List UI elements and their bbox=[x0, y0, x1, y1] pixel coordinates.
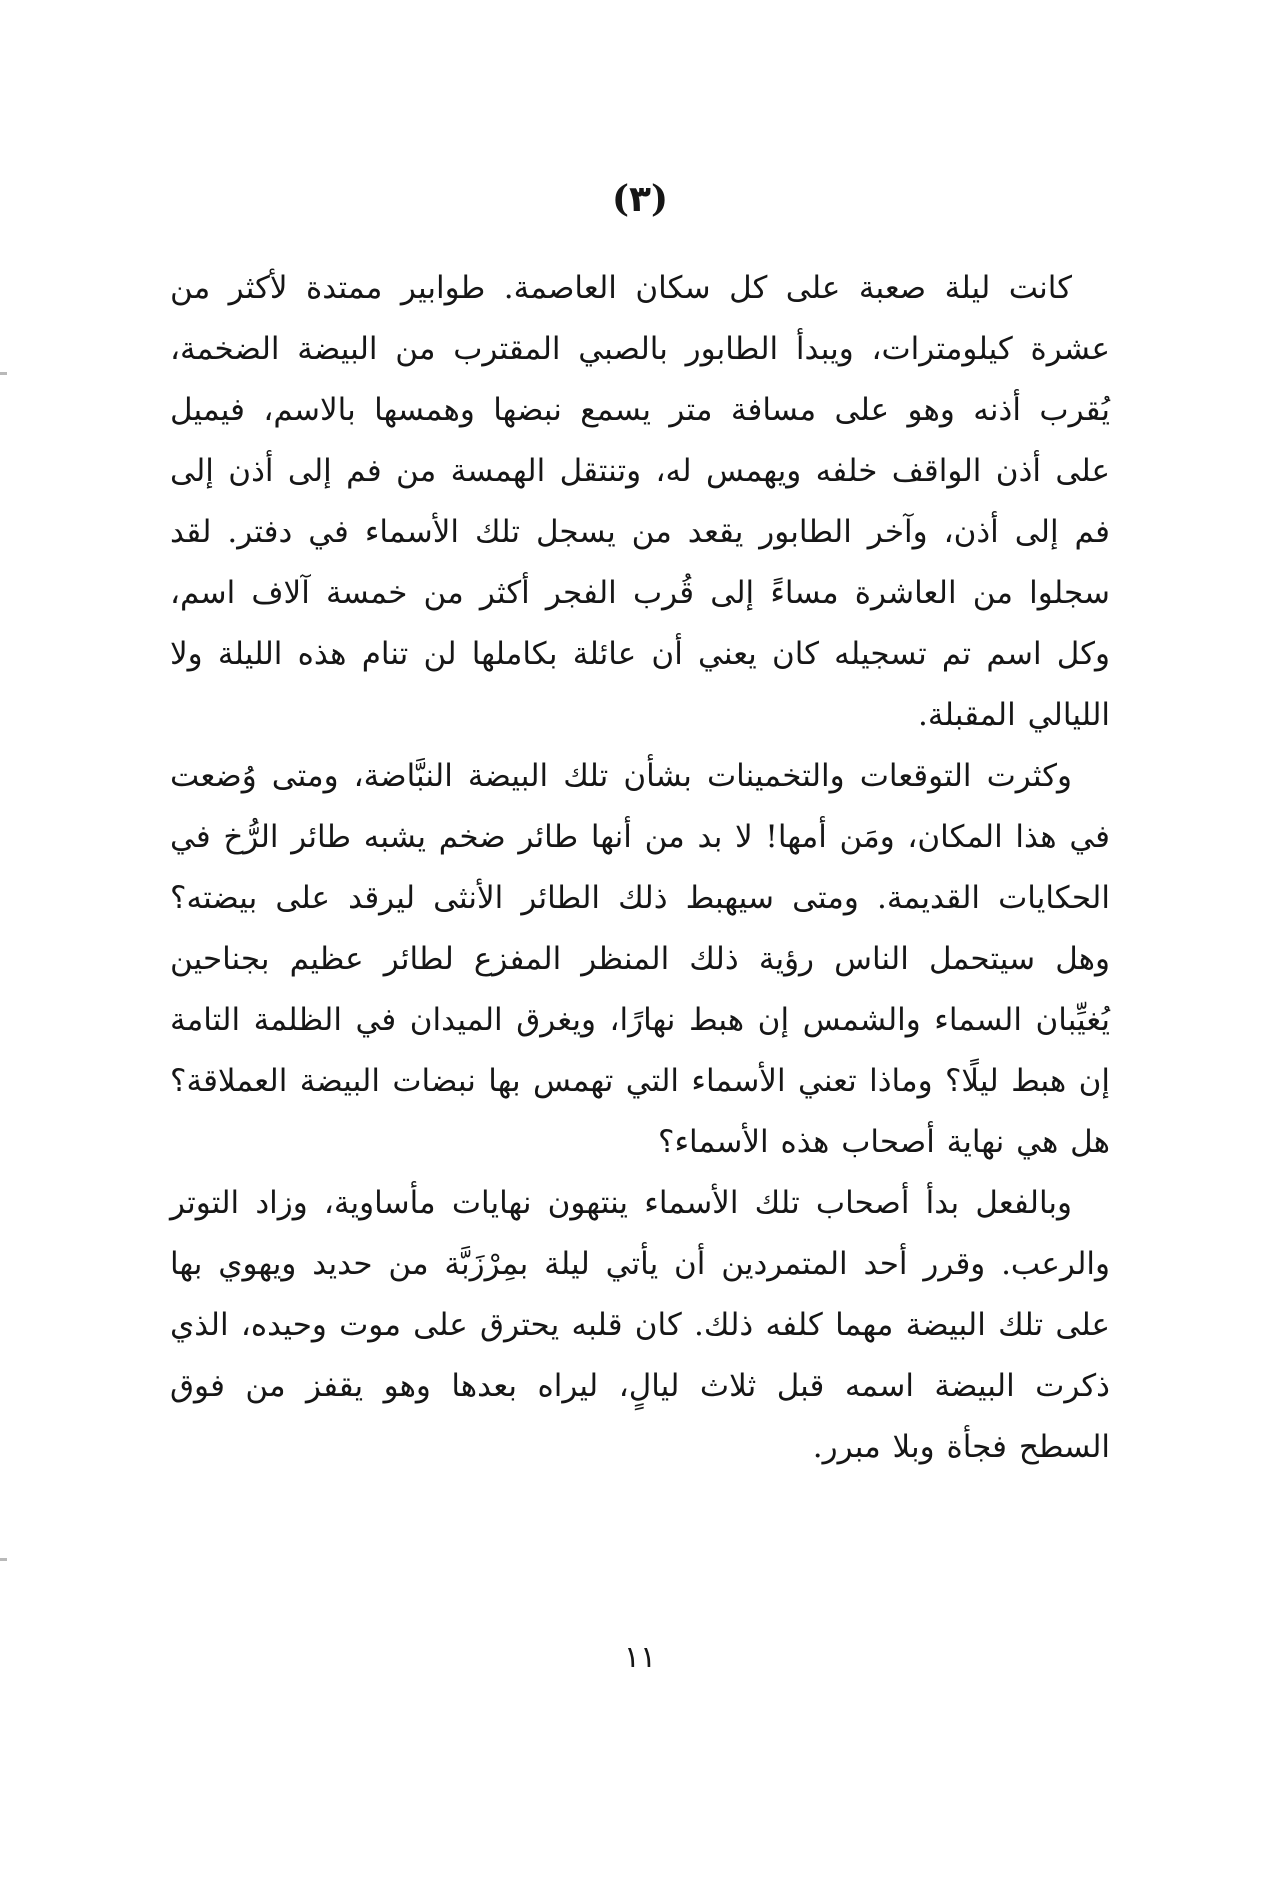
body-paragraph: وكثرت التوقعات والتخمينات بشأن تلك البيضة النبَّاضة، ومتى وُضعت في هذا المكان، ومَن أمها! لا بد من أنها طائر ضخم يشبه طائر الرُّخ في الحكايات القديمة. ومتى سيهبط ذلك الطائر الأنثى ليرقد على بيضته؟ وهل سيتحمل الناس رؤية ذلك المنظر المفزع لطائر عظيم بجناحين يُغيِّبان السماء والشمس إن هبط نهارًا، ويغرق الميدان في الظلمة التامة إن هبط ليلًا؟ وماذا تعني الأسماء التي تهمس بها نبضات البيضة العملاقة؟ هل هي نهاية أصحاب هذه الأسماء؟ bbox=[170, 758, 1110, 1160]
page-number-footer: ١١ bbox=[623, 1640, 657, 1675]
scan-artifact bbox=[0, 1558, 7, 1561]
body-text-block bbox=[170, 258, 1110, 1478]
chapter-number: (٣) bbox=[611, 178, 669, 220]
scan-artifact bbox=[0, 372, 7, 375]
body-paragraph: وبالفعل بدأ أصحاب تلك الأسماء ينتهون نهايات مأساوية، وزاد التوتر والرعب. وقرر أحد المتمردين أن يأتي ليلة بمِرْزَبَّة من حديد ويهوي بها على تلك البيضة مهما كلفه ذلك. كان قلبه يحترق على موت وحيده، الذي ذكرت البيضة اسمه قبل ثلاث ليالٍ، ليراه بعدها وهو يقفز من فوق السطح فجأة وبلا مبرر. bbox=[170, 1185, 1110, 1465]
body-paragraph: كانت ليلة صعبة على كل سكان العاصمة. طوابير ممتدة لأكثر من عشرة كيلومترات، ويبدأ الطابور بالصبي المقترب من البيضة الضخمة، يُقرب أذنه وهو على مسافة متر يسمع نبضها وهمسها بالاسم، فيميل على أذن الواقف خلفه ويهمس له، وتنتقل الهمسة من فم إلى أذن إلى فم إلى أذن، وآخر الطابور يقعد من يسجل تلك الأسماء في دفتر. لقد سجلوا من العاشرة مساءً إلى قُرب الفجر أكثر من خمسة آلاف اسم، وكل اسم تم تسجيله كان يعني أن عائلة بكاملها لن تنام هذه الليلة ولا الليالي المقبلة. bbox=[170, 270, 1111, 733]
